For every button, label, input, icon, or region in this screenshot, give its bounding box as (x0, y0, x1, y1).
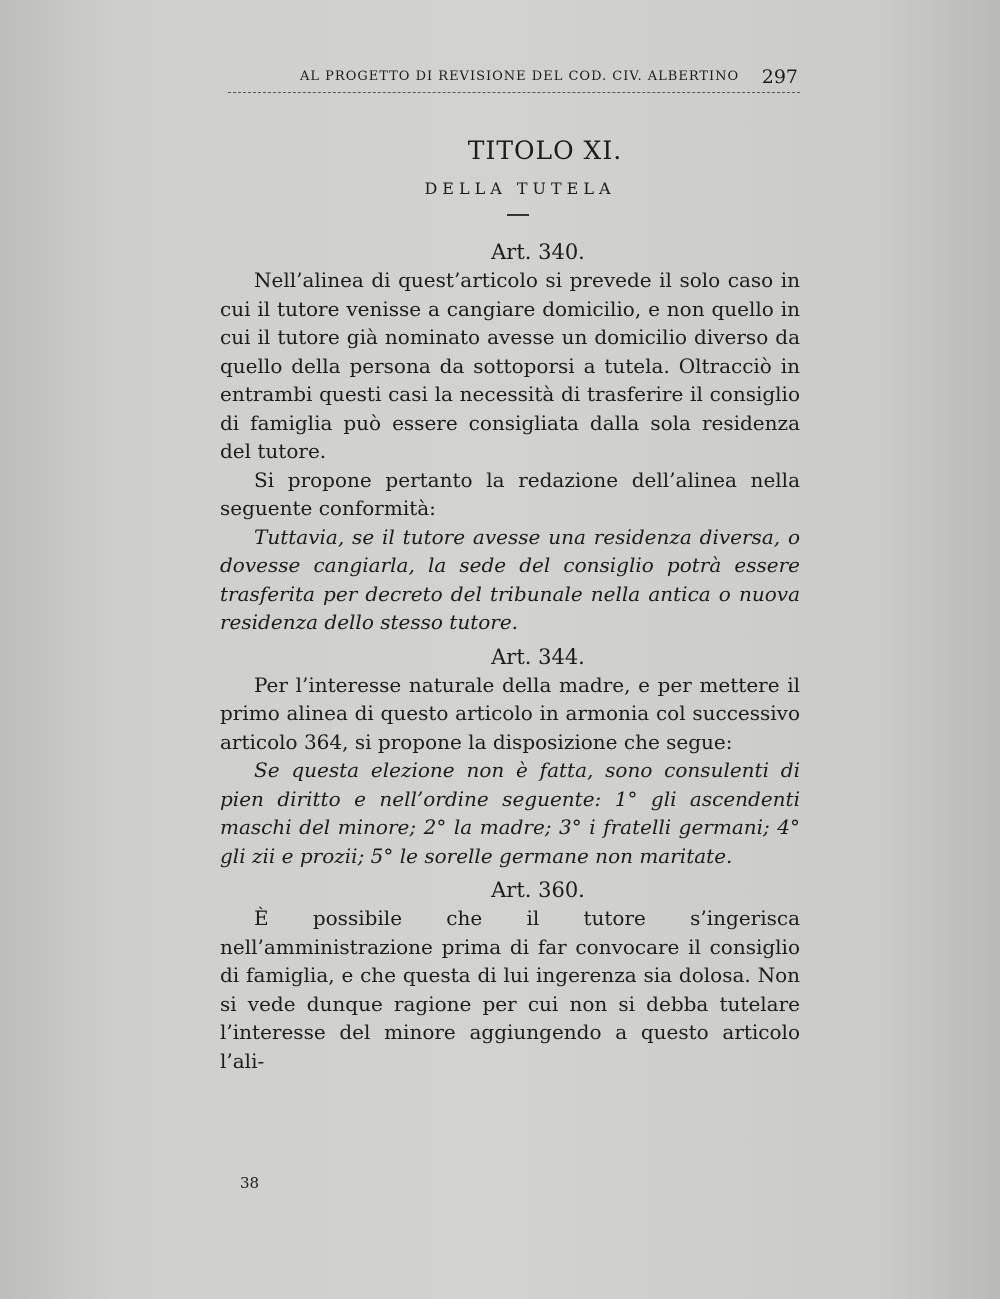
subtitle-heading: DELLA TUTELA (424, 179, 616, 198)
title-heading: TITOLO XI. (467, 136, 623, 165)
quoted-proposal: Tuttavia, se il tutore avesse una residenza diversa, o dovesse cangiarla, la sede del consiglio potrà essere trasferita per decreto del tribunale nella antica o nuova residenza dello stesso tutore. (220, 524, 800, 634)
running-title: AL PROGETTO DI REVISIONE DEL COD. CIV. ALBERTINO (300, 69, 740, 84)
signature-mark: 38 (240, 1174, 260, 1192)
section-heading-art-344: Art. 344. (491, 644, 585, 669)
divider-rule (507, 214, 529, 216)
running-head (228, 66, 800, 93)
section-heading-art-340: Art. 340. (491, 240, 585, 264)
paragraph: È possibile che il tutore s’ingerisca nell’amministrazione prima di far convocare il consiglio di famiglia, e che questa di lui ingerenza sia dolosa. Non si vede dunque ragione per cui non si debba tutelare l’interesse del minore aggiungendo a questo articolo l’ali- (220, 906, 800, 1073)
section-heading-art-360: Art. 360. (491, 878, 585, 902)
page-number: 297 (761, 66, 798, 88)
page-body (220, 136, 800, 1075)
quoted-proposal: Se questa elezione non è fatta, sono consulenti di pien diritto e nell’ordine seguente: 1° gli ascendenti maschi del minore; 2° la madre; 3° i fratelli germani; 4° gli zii e prozii; 5° le sorelle germane non maritate. (220, 758, 800, 868)
paragraph: Si propone pertanto la redazione dell’alinea nella seguente conformità: (220, 467, 800, 520)
paragraph: Nell’alinea di quest’articolo si prevede il solo caso in cui il tutore venisse a cangiare domicilio, e non quello in cui il tutore già nominato avesse un domicilio diverso da quello della persona da sottoporsi a tutela. Oltracciò in entrambi questi casi la necessità di trasferire il consiglio di famiglia può essere consigliata dalla sola residenza del tutore. (220, 268, 800, 463)
paragraph: Per l’interesse naturale della madre, e per mettere il primo alinea di questo articolo in armonia col successivo articolo 364, si propone la disposizione che segue: (220, 672, 800, 754)
